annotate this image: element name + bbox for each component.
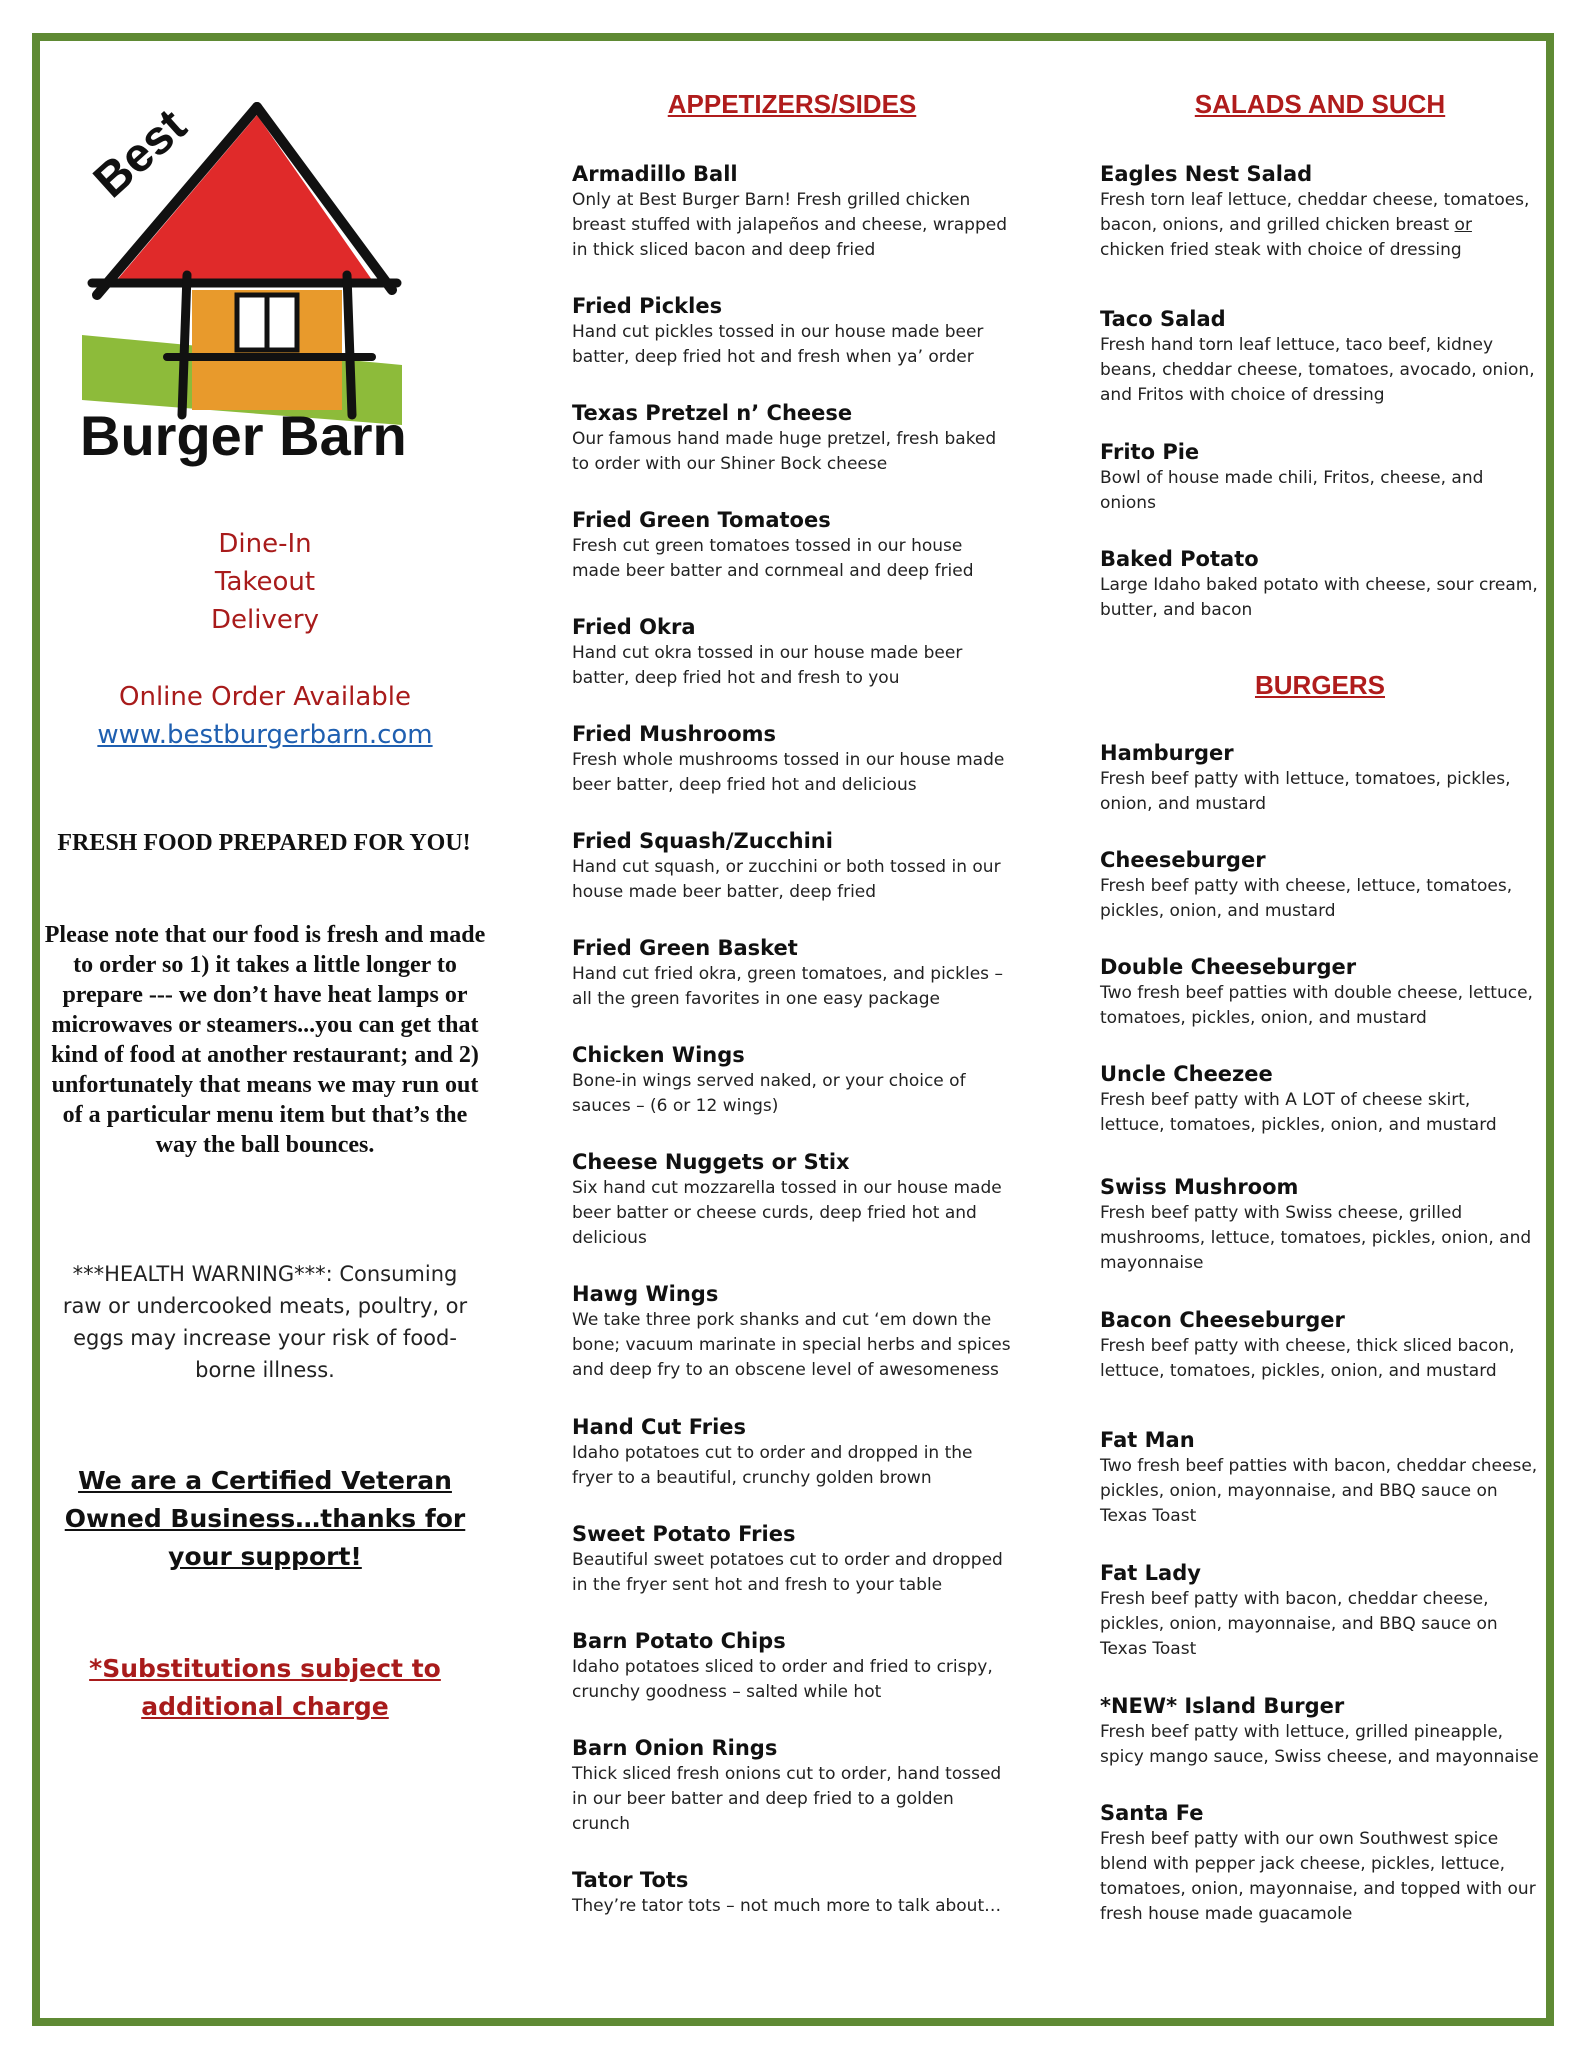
menu-item: [1100, 1426, 1540, 1529]
item-name: Fried Mushrooms: [572, 722, 777, 746]
right-column: [1100, 88, 1540, 1928]
item-name: Fried Pickles: [572, 294, 723, 318]
menu-item: [1100, 1060, 1540, 1138]
item-desc: Six hand cut mozzarella tossed in our house made beer batter or cheese curds, deep fried hot and delicious: [572, 1178, 1002, 1248]
item-desc: Large Idaho baked potato with cheese, sour cream, butter, and bacon: [1100, 575, 1538, 620]
menu-item: [1100, 438, 1540, 516]
item-name: Hand Cut Fries: [572, 1415, 747, 1439]
item-name: Baked Potato: [1100, 547, 1259, 571]
menu-item: [572, 934, 1012, 1012]
service-options: [40, 525, 490, 639]
item-name: Bacon Cheeseburger: [1100, 1308, 1345, 1332]
logo-top-word: Best: [83, 99, 197, 209]
item-name: Fried Okra: [572, 615, 696, 639]
substitutions-notice: *Substitutions subject to additional charge: [89, 1654, 441, 1721]
fresh-food-note: Please note that our food is fresh and made to order so 1) it takes a little longer to prepare --- we don’t have heat lamps or microwaves or steamers...you can get that kind of food at another restaurant; and 2) unfortunately that means we may run out of a particular menu item but that’s the way the ball bounces.: [44, 922, 486, 1158]
item-desc: Idaho potatoes cut to order and dropped in the fryer to a beautiful, crunchy golden brown: [572, 1443, 973, 1488]
online-order: [40, 678, 490, 754]
item-desc: Fresh beef patty with A LOT of cheese skirt, lettuce, tomatoes, pickles, onion, and mustard: [1100, 1090, 1497, 1135]
or-emphasis: or: [1454, 215, 1472, 235]
menu-item: [572, 1413, 1012, 1491]
menu-item: [1100, 160, 1540, 263]
menu-item: [572, 613, 1012, 691]
menu-item: [572, 292, 1012, 370]
item-desc: Fresh whole mushrooms tossed in our house made beer batter, deep fried hot and delicious: [572, 750, 1005, 795]
menu-item: [1100, 1173, 1540, 1276]
item-desc: Bowl of house made chili, Fritos, cheese, and onions: [1100, 468, 1484, 513]
menu-item: [572, 1734, 1012, 1837]
burgers-title: BURGERS: [1254, 670, 1385, 700]
item-name: Texas Pretzel n’ Cheese: [572, 401, 853, 425]
item-desc: Fresh beef patty with cheese, lettuce, tomatoes, pickles, onion, and mustard: [1100, 876, 1513, 921]
item-desc: Two fresh beef patties with bacon, cheddar cheese, pickles, onion, mayonnaise, and BBQ sauce on Texas Toast: [1100, 1456, 1538, 1526]
menu-item: [1100, 1306, 1540, 1384]
menu-item: [572, 1520, 1012, 1598]
item-name: Barn Onion Rings: [572, 1736, 778, 1760]
website-link[interactable]: www.bestburgerbarn.com: [97, 720, 433, 750]
item-name: Tator Tots: [572, 1868, 689, 1892]
fresh-food-heading: FRESH FOOD PREPARED FOR YOU!: [57, 830, 471, 856]
item-name: Taco Salad: [1100, 307, 1226, 331]
item-desc: Fresh beef patty with cheese, thick sliced bacon, lettuce, tomatoes, pickles, onion, and mustard: [1100, 1336, 1515, 1381]
item-name: Barn Potato Chips: [572, 1629, 786, 1653]
service-delivery: Delivery: [211, 605, 319, 635]
item-desc: Hand cut fried okra, green tomatoes, and pickles – all the green favorites in one easy package: [572, 964, 1003, 1009]
item-name: Double Cheeseburger: [1100, 955, 1357, 979]
item-name: Fried Green Tomatoes: [572, 508, 831, 532]
item-name: Sweet Potato Fries: [572, 1522, 796, 1546]
item-desc: Only at Best Burger Barn! Fresh grilled chicken breast stuffed with jalapeños and cheese, wrapped in thick sliced bacon and deep fried: [572, 190, 1008, 260]
menu-item: [572, 399, 1012, 477]
item-desc: Fresh beef patty with Swiss cheese, grilled mushrooms, lettuce, tomatoes, pickles, onion, and mayonnaise: [1100, 1203, 1532, 1273]
item-name: *NEW* Island Burger: [1100, 1694, 1345, 1718]
menu-item: [572, 1148, 1012, 1251]
item-name: Swiss Mushroom: [1100, 1175, 1299, 1199]
item-name: Armadillo Ball: [572, 162, 738, 186]
item-desc: Fresh hand torn leaf lettuce, taco beef, kidney beans, cheddar cheese, tomatoes, avocado, onion, and Fritos with choice of dressing: [1100, 335, 1535, 405]
item-name: Fat Lady: [1100, 1561, 1201, 1585]
item-name: Frito Pie: [1100, 440, 1200, 464]
item-name: Santa Fe: [1100, 1801, 1204, 1825]
item-desc: Fresh beef patty with bacon, cheddar cheese, pickles, onion, mayonnaise, and BBQ sauce on Texas Toast: [1100, 1589, 1498, 1659]
item-desc: We take three pork shanks and cut ‘em down the bone; vacuum marinate in special herbs and spices and deep fry to an obscene level of awesomeness: [572, 1310, 1011, 1380]
item-desc: Idaho potatoes sliced to order and fried to crispy, crunchy goodness – salted while hot: [572, 1657, 993, 1702]
item-desc: Beautiful sweet potatoes cut to order and dropped in the fryer sent hot and fresh to your table: [572, 1550, 1003, 1595]
item-desc: Two fresh beef patties with double cheese, lettuce, tomatoes, pickles, onion, and mustard: [1100, 983, 1533, 1028]
menu-item: [1100, 305, 1540, 408]
item-desc: Bone-in wings served naked, or your choice of sauces – (6 or 12 wings): [572, 1071, 966, 1116]
menu-item: [1100, 545, 1540, 623]
item-desc: Fresh beef patty with our own Southwest spice blend with pepper jack cheese, pickles, lettuce, tomatoes, onion, mayonnaise, and topped with our fresh house made guacamole: [1100, 1829, 1536, 1924]
item-name: Uncle Cheezee: [1100, 1062, 1273, 1086]
menu-item: [1100, 1692, 1540, 1770]
menu-item: [572, 160, 1012, 263]
menu-item: [572, 1280, 1012, 1383]
online-order-label: Online Order Available: [119, 682, 411, 712]
menu-item: [1100, 1559, 1540, 1662]
appetizers-title: APPETIZERS/SIDES: [667, 89, 917, 119]
item-name: Eagles Nest Salad: [1100, 162, 1313, 186]
item-desc: Hand cut okra tossed in our house made beer batter, deep fried hot and fresh to you: [572, 643, 963, 688]
service-takeout: Takeout: [214, 567, 316, 597]
item-name: Fat Man: [1100, 1428, 1195, 1452]
item-desc: Fresh cut green tomatoes tossed in our house made beer batter and cornmeal and deep fried: [572, 536, 974, 581]
health-warning: ***HEALTH WARNING***: Consuming raw or undercooked meats, poultry, or eggs may increase your risk of food-borne illness.: [62, 1262, 468, 1382]
item-name: Cheeseburger: [1100, 848, 1266, 872]
item-name: Hawg Wings: [572, 1282, 719, 1306]
menu-item: [572, 720, 1012, 798]
veteran-owned-notice: We are a Certified Veteran Owned Business…thanks for your support!: [64, 1466, 466, 1571]
menu-item: [572, 827, 1012, 905]
item-name: Chicken Wings: [572, 1043, 745, 1067]
menu-item: [572, 1627, 1012, 1705]
menu-item: [572, 1041, 1012, 1119]
salads-title: SALADS AND SUCH: [1194, 89, 1446, 119]
item-desc: Hand cut squash, or zucchini or both tossed in our house made beer batter, deep fried: [572, 857, 1001, 902]
item-desc: They’re tator tots – not much more to talk about…: [572, 1896, 1002, 1916]
service-dine-in: Dine-In: [218, 529, 312, 559]
item-desc: Thick sliced fresh onions cut to order, hand tossed in our beer batter and deep fried to a golden crunch: [572, 1764, 1002, 1834]
item-name: Hamburger: [1100, 741, 1234, 765]
item-name: Cheese Nuggets or Stix: [572, 1150, 850, 1174]
menu-item: [1100, 1799, 1540, 1927]
item-name: Fried Squash/Zucchini: [572, 829, 833, 853]
logo-bottom-words: Burger Barn: [80, 404, 407, 467]
item-desc: Fresh torn leaf lettuce, cheddar cheese, tomatoes, bacon, onions, and grilled chicken breast or chicken fried steak with choice of dressing: [1100, 190, 1530, 260]
menu-item: [1100, 846, 1540, 924]
item-desc: Our famous hand made huge pretzel, fresh baked to order with our Shiner Bock cheese: [572, 429, 997, 474]
item-desc: Fresh beef patty with lettuce, tomatoes, pickles, onion, and mustard: [1100, 769, 1511, 814]
item-name: Fried Green Basket: [572, 936, 798, 960]
item-desc: Fresh beef patty with lettuce, grilled pineapple, spicy mango sauce, Swiss cheese, and mayonnaise: [1100, 1722, 1539, 1767]
menu-item: [1100, 953, 1540, 1031]
item-desc: Hand cut pickles tossed in our house made beer batter, deep fried hot and fresh when ya’ order: [572, 322, 984, 367]
menu-item: [572, 1866, 1012, 1919]
best-burger-barn-logo: [72, 95, 452, 470]
menu-item: [572, 506, 1012, 584]
menu-item: [1100, 739, 1540, 817]
appetizers-section: [572, 88, 1012, 1928]
